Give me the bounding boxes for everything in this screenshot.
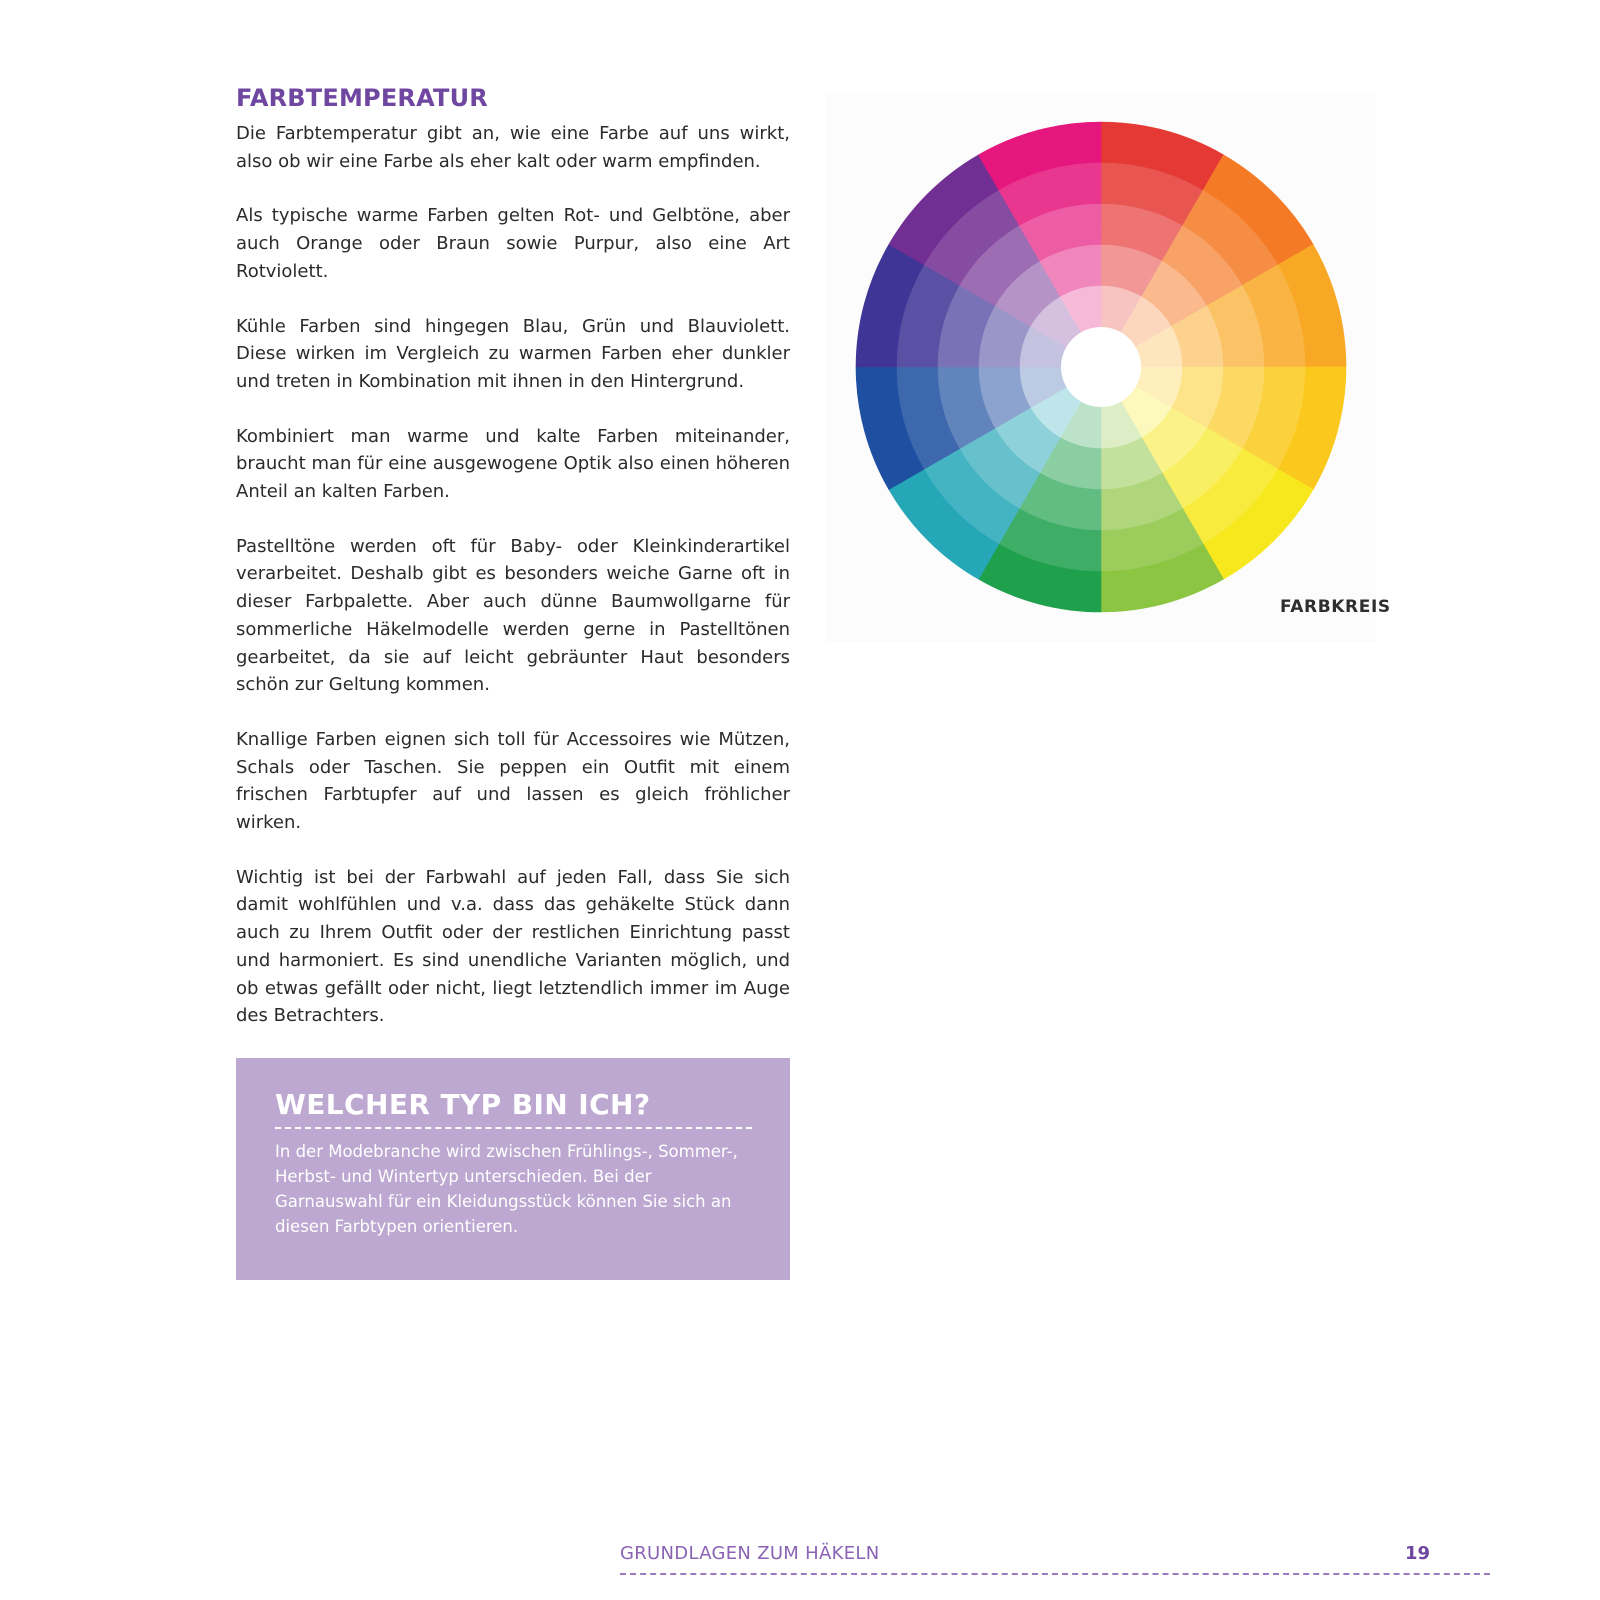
paragraph-farbtemperatur: Die Farbtemperatur gibt an, wie eine Farbe auf uns wirkt, also ob wir eine Farbe als eher kalt oder warm empfinden. [236,123,790,172]
color-wheel-figure [826,92,1376,642]
paragraph-farbwahl: Wichtig ist bei der Farbwahl auf jeden Fall, dass Sie sich damit wohlfühlen und v.a. dass das gehäkelte Stück dann auch zu Ihrem Outfit oder der restlichen Einrichtung passt und harmoniert. Es sind unendliche Varianten möglich, und ob etwas gefällt oder nicht, liegt letztendlich immer im Auge des Betrachters. [236,866,790,1027]
info-box-text: In der Modebranche wird zwischen Frühlings-, Sommer-, Herbst- und Wintertyp unterschieden. Bei der Garnauswahl für ein Kleidungsstück können Sie sich an diesen Farbtypen orientieren. [275,1142,738,1236]
wheel-center [1061,327,1141,407]
info-box-title: WELCHER TYP BIN ICH? [275,1088,752,1129]
paragraph-kuehle-farben: Kühle Farben sind hingegen Blau, Grün und Blauviolett. Diese wirken im Vergleich zu warmen Farben eher dunkler und treten in Kombination mit ihnen in den Hintergrund. [236,315,790,392]
page-number: 19 [1405,1543,1431,1564]
paragraph-warme-farben: Als typische warme Farben gelten Rot- und Gelbtöne, aber auch Orange oder Braun sowie Purpur, also eine Art Rotviolett. [236,205,790,282]
section-title: FARBTEMPERATUR [236,84,488,112]
footer-dashed-rule [620,1573,1490,1575]
footer-title: GRUNDLAGEN ZUM HÄKELN [620,1543,880,1564]
color-wheel [826,92,1376,642]
body-text [236,120,790,1057]
paragraph-knallige-farben: Knallige Farben eignen sich toll für Accessoires wie Mützen, Schals oder Taschen. Sie peppen ein Outfit mit einem frischen Farbtupfer auf und lassen es gleich fröhlicher wirken. [236,728,790,834]
paragraph-kombination: Kombiniert man warme und kalte Farben miteinander, braucht man für eine ausgewogene Optik also einen höheren Anteil an kalten Farben. [236,425,790,503]
paragraph-pastelltoene: Pastelltöne werden oft für Baby- oder Kleinkinderartikel verarbeitet. Deshalb gibt es besonders weiche Garne oft in dieser Farbpalette. Aber auch dünne Baumwollgarne für sommerliche Häkelmodelle werden gerne in Pastelltönen gearbeitet, da sie auf leicht gebräunter Haut besonders schön zur Geltung kommen. [236,535,790,696]
figure-caption: FARBKREIS [1280,597,1391,617]
info-box [236,1058,790,1280]
